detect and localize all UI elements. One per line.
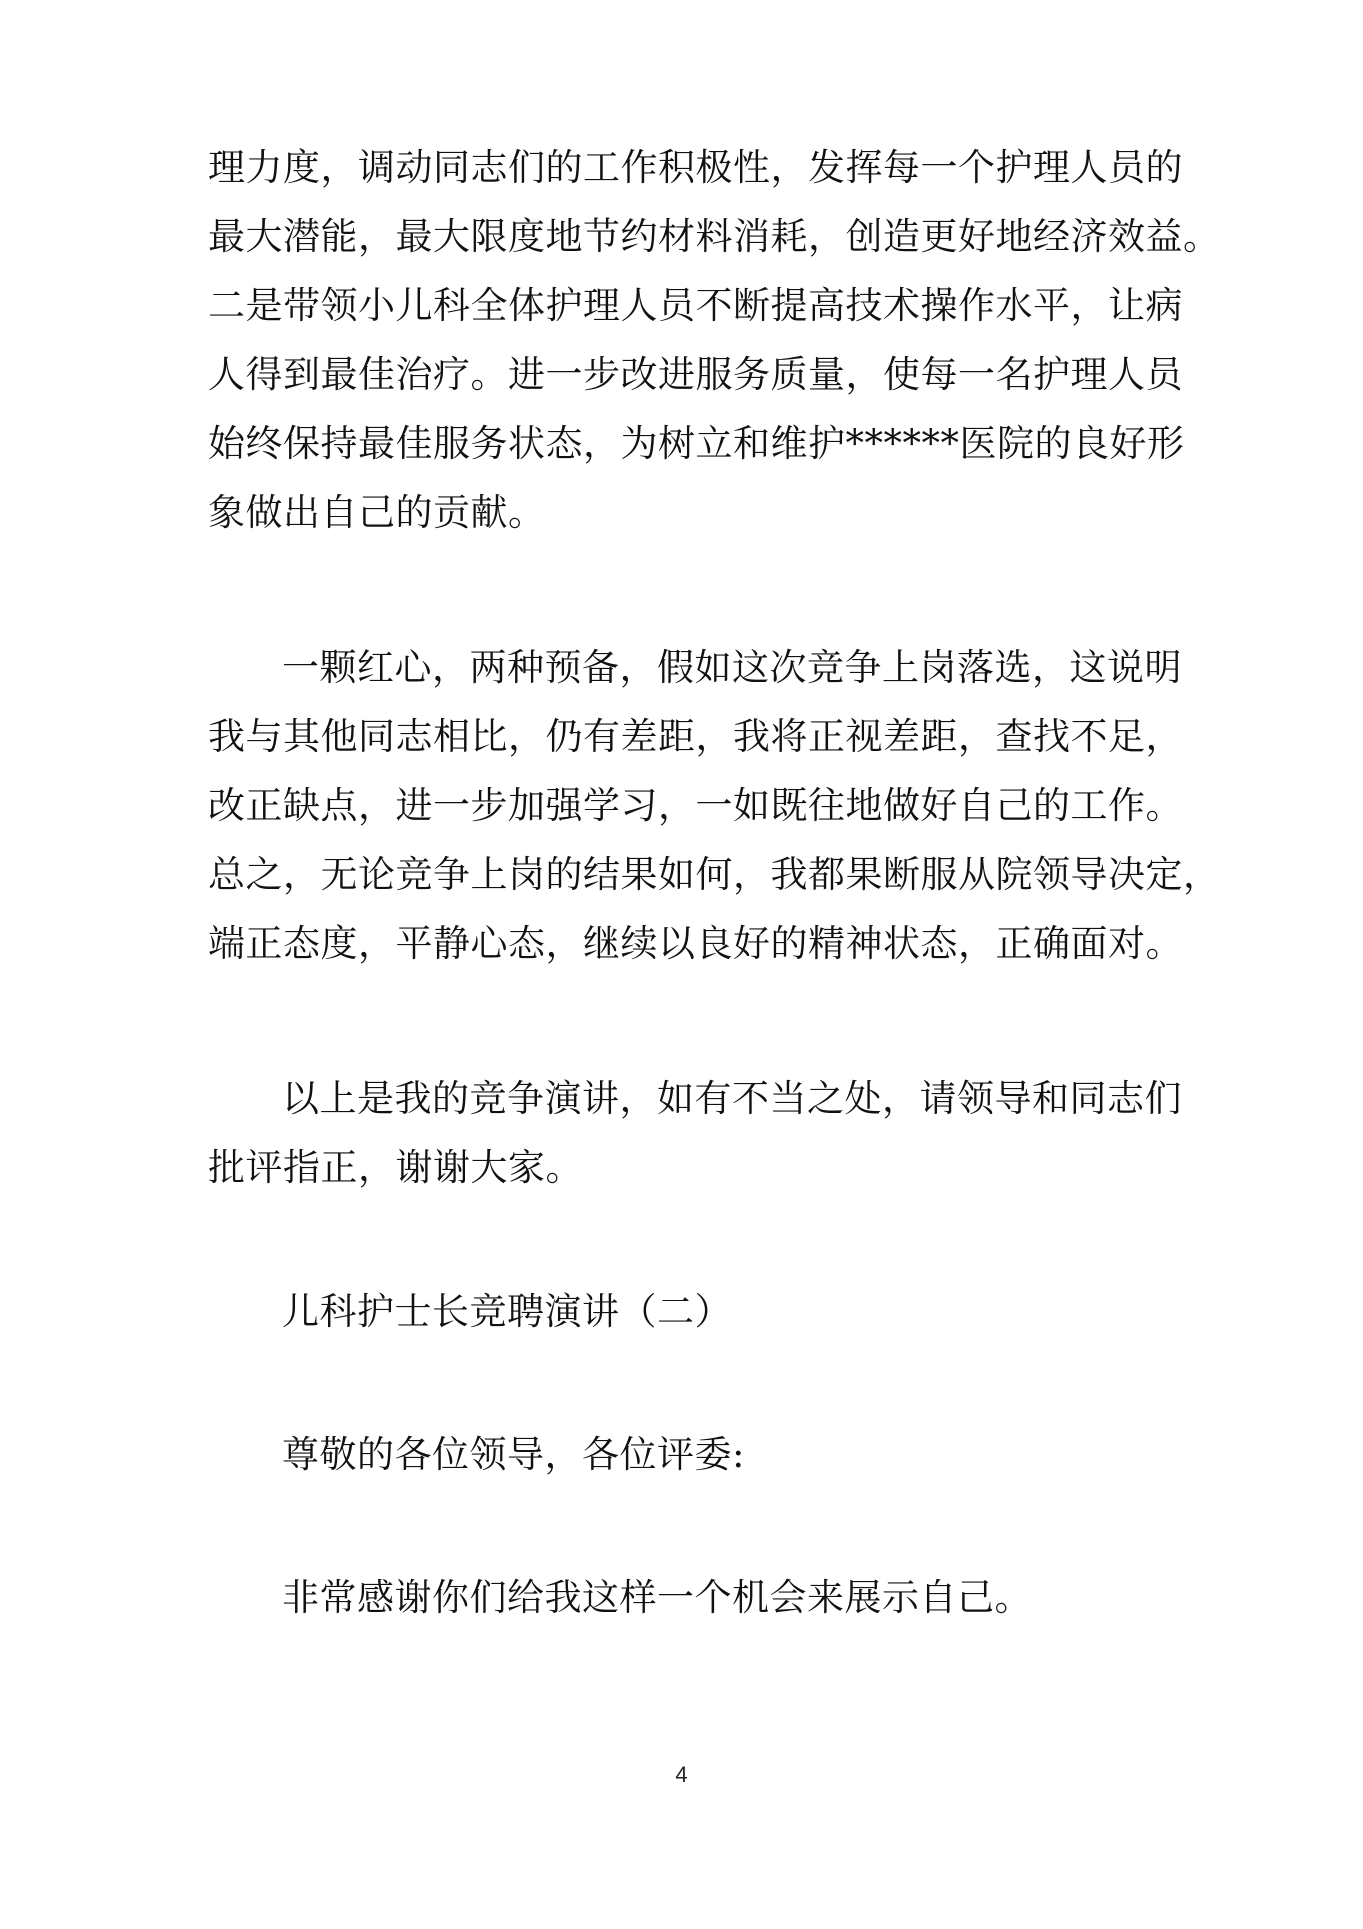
paragraph-2-line-3: 改正缺点，进一步加强学习，一如既往地做好自己的工作。: [208, 784, 1183, 827]
paragraph-1-line-6: 象做出自己的贡献。: [208, 491, 546, 534]
paragraph-3-line-2: 批评指正，谢谢大家。: [208, 1146, 583, 1189]
salutation: 尊敬的各位领导，各位评委:: [282, 1433, 745, 1476]
page-number: 4: [675, 1762, 688, 1787]
paragraph-1-line-2: 最大潜能，最大限度地节约材料消耗，创造更好地经济效益。: [208, 215, 1221, 258]
paragraph-1-line-1: 理力度，调动同志们的工作积极性，发挥每一个护理人员的: [208, 146, 1183, 189]
paragraph-1-line-4: 人得到最佳治疗。进一步改进服务质量，使每一名护理人员: [208, 353, 1183, 396]
paragraph-2-line-5: 端正态度，平静心态，继续以良好的精神状态，正确面对。: [208, 922, 1183, 965]
paragraph-4: 非常感谢你们给我这样一个机会来展示自己。: [282, 1576, 1032, 1619]
paragraph-1-line-3: 二是带领小儿科全体护理人员不断提高技术操作水平，让病: [208, 284, 1183, 327]
paragraph-1-line-5: 始终保持最佳服务状态，为树立和维护******医院的良好形: [208, 422, 1185, 465]
section-title: 儿科护士长竞聘演讲（二）: [282, 1290, 732, 1333]
paragraph-2-line-2: 我与其他同志相比，仍有差距，我将正视差距，查找不足，: [208, 715, 1183, 758]
paragraph-2-line-1: 一颗红心，两种预备，假如这次竞争上岗落选，这说明: [282, 646, 1182, 689]
paragraph-3-line-1: 以上是我的竞争演讲，如有不当之处，请领导和同志们: [282, 1077, 1182, 1120]
paragraph-2-line-4: 总之，无论竞争上岗的结果如何，我都果断服从院领导决定，: [208, 853, 1221, 896]
